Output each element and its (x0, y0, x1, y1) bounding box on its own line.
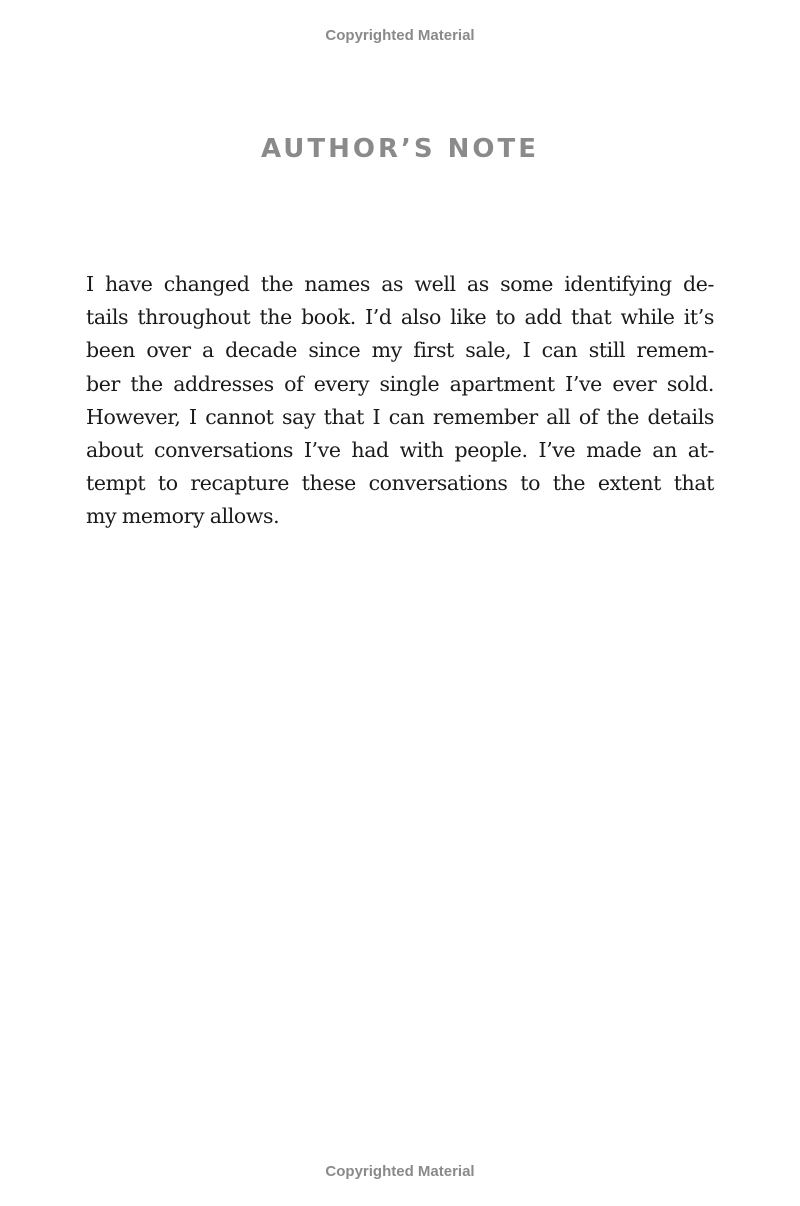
copyright-watermark-bottom: Copyrighted Material (325, 1163, 475, 1180)
author-note-paragraph (86, 268, 714, 534)
paragraph-line: ber the addresses of every single apartment I’ve ever sold. (86, 371, 714, 396)
paragraph-line: I have changed the names as well as some identifying de- (86, 272, 714, 296)
paragraph-line: my memory allows. (86, 504, 280, 529)
paragraph-line: been over a decade since my first sale, I can still remem- (86, 338, 714, 363)
paragraph-line: about conversations I’ve had with people. I’ve made an at- (86, 438, 714, 463)
paragraph-line: tempt to recapture these conversations to the extent that (86, 471, 714, 496)
paragraph-line: tails throughout the book. I’d also like to add that while it’s (86, 305, 714, 330)
copyright-watermark-top: Copyrighted Material (325, 27, 475, 44)
paragraph-line: However, I cannot say that I can remember all of the details (86, 404, 714, 429)
page-title: AUTHOR’S NOTE (260, 134, 540, 164)
